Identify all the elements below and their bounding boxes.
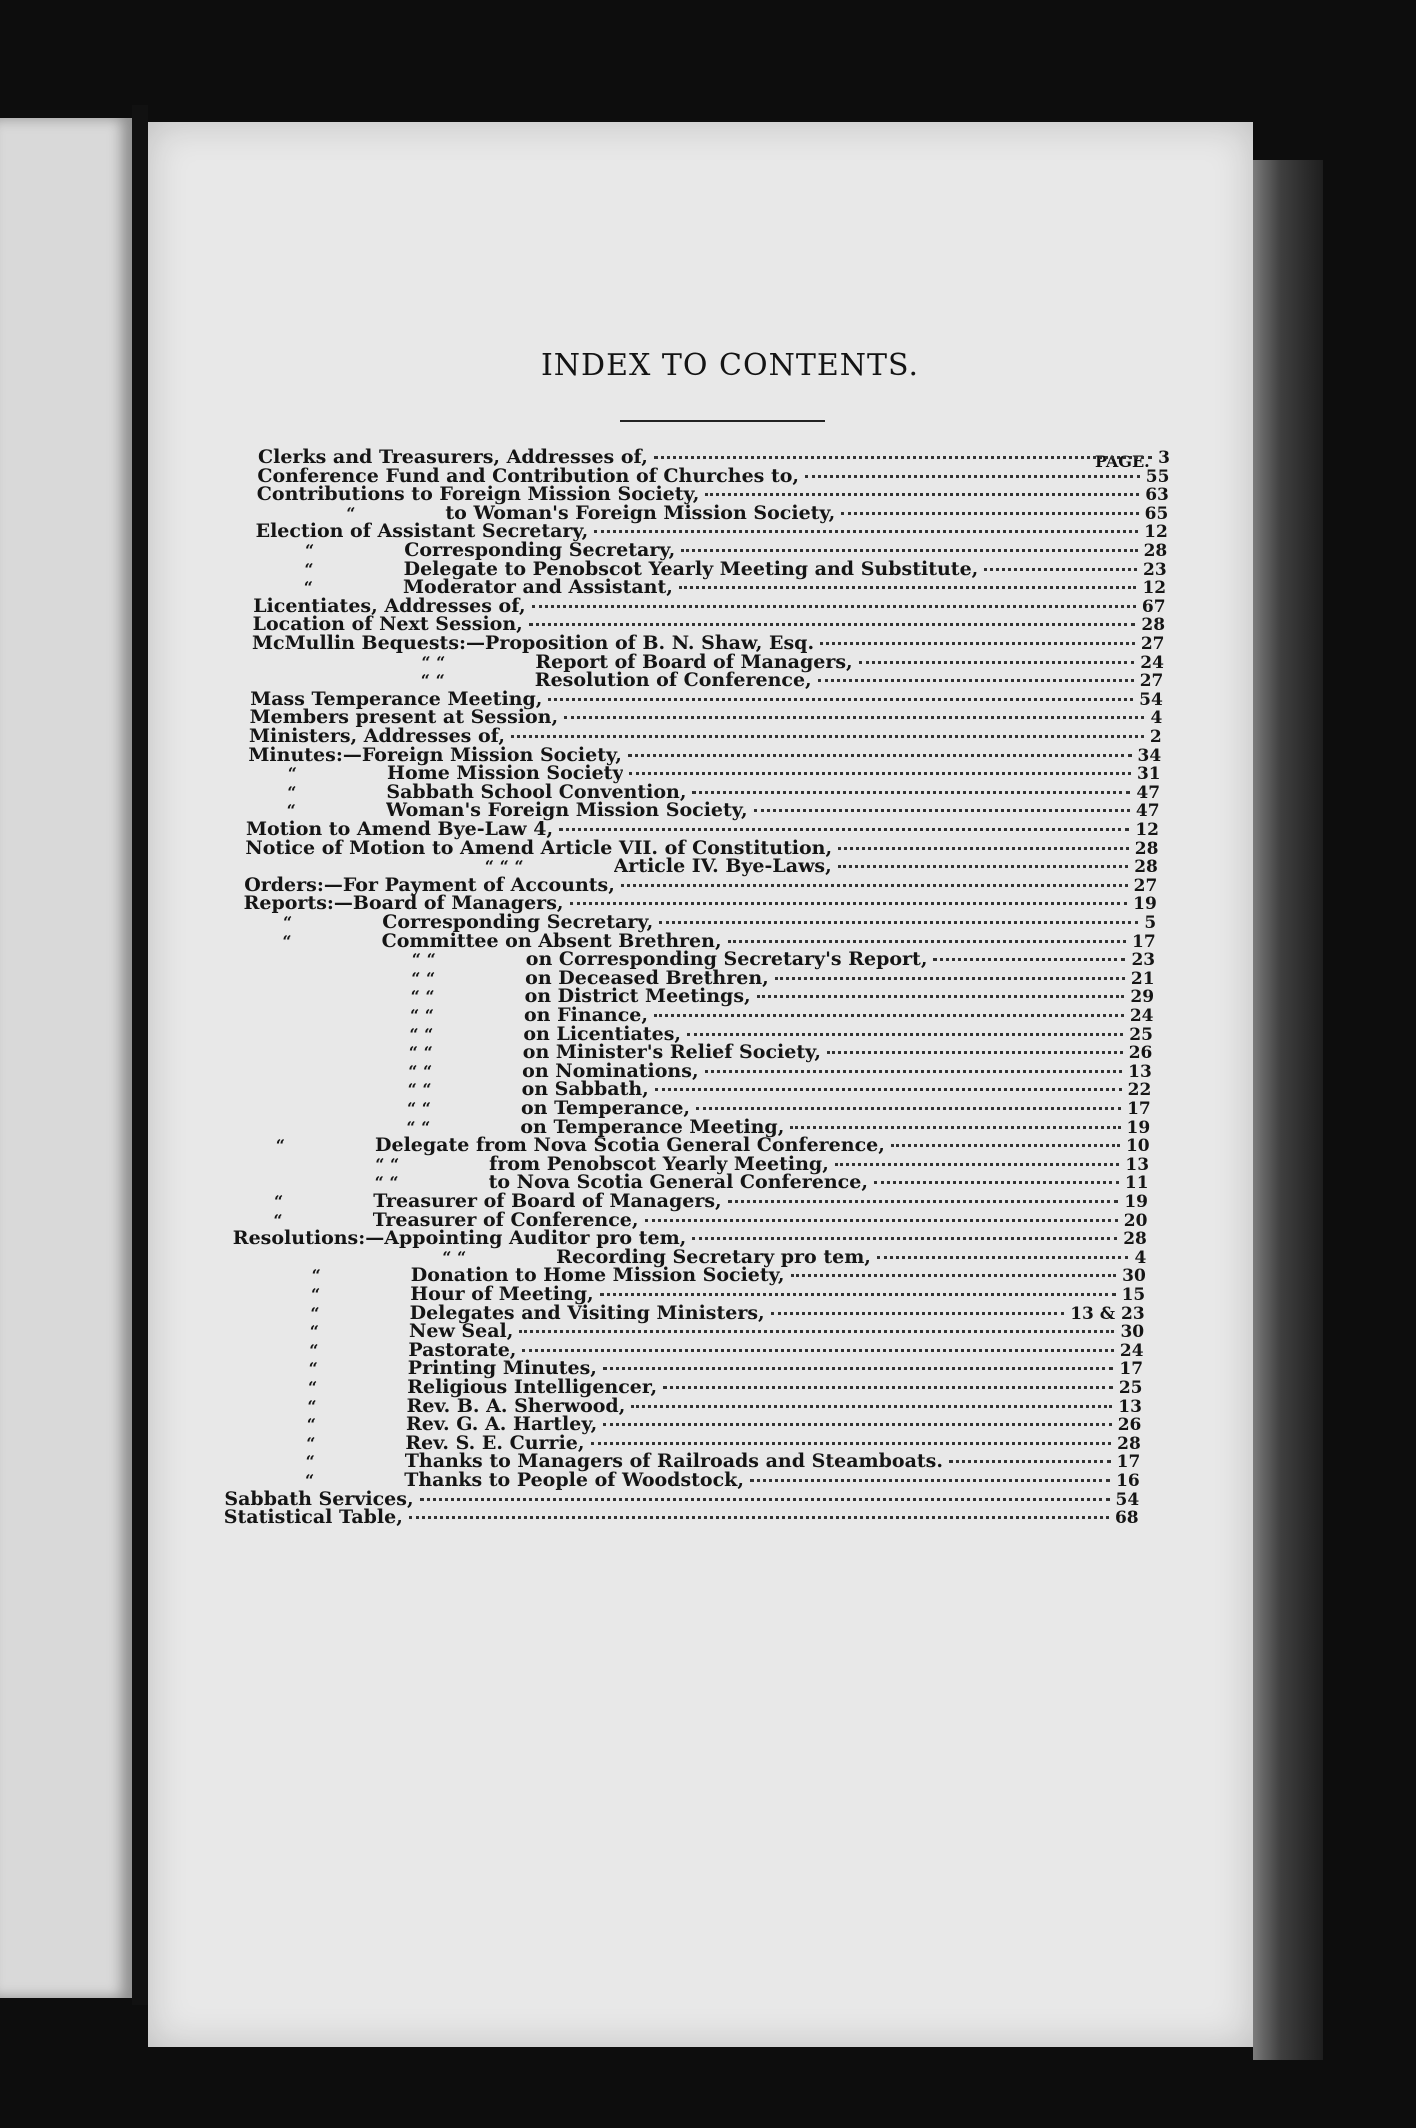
dot-leader — [628, 754, 1132, 757]
dot-leader — [827, 1051, 1123, 1054]
toc-entry-page: 28 — [1143, 541, 1168, 561]
dot-leader — [679, 586, 1137, 589]
dot-leader — [696, 1107, 1121, 1110]
dot-leader — [654, 456, 1152, 459]
toc-entry-label: Religious Intelligencer, — [407, 1376, 658, 1398]
dot-leader — [949, 1460, 1111, 1463]
toc-entry-page: 5 — [1144, 913, 1157, 933]
dot-leader — [771, 1312, 1065, 1315]
dot-leader — [692, 1237, 1117, 1240]
toc-entry-label: Sabbath Services, — [224, 1487, 414, 1510]
toc-entry-label: Corresponding Secretary, — [382, 911, 654, 933]
toc-entry-label: Mass Temperance Meeting, — [250, 687, 543, 710]
toc-entry-label: Notice of Motion to Amend Article VII. of Constitution, — [245, 836, 833, 859]
toc-entry-page: 54 — [1139, 689, 1163, 710]
toc-entry-page: 24 — [1129, 1006, 1154, 1026]
dot-leader — [757, 995, 1125, 998]
dot-leader — [791, 1274, 1117, 1277]
toc-entry-page: 28 — [1141, 615, 1166, 636]
dot-leader — [591, 1442, 1112, 1445]
ditto-mark: “ “ — [407, 1080, 432, 1100]
dot-leader — [594, 530, 1138, 533]
toc-entry-page: 63 — [1145, 485, 1169, 506]
toc-entry-page: 4 — [1134, 1247, 1147, 1268]
toc-entry-label: Rev. S. E. Currie, — [405, 1431, 585, 1454]
dot-leader — [659, 921, 1138, 924]
toc-entry-label: on Temperance, — [520, 1097, 691, 1119]
dot-leader — [532, 605, 1136, 608]
ditto-mark: “ “ — [442, 1247, 467, 1267]
ditto-mark: “ — [305, 1471, 315, 1490]
dot-leader — [570, 902, 1128, 905]
dot-leader — [409, 1516, 1109, 1519]
ditto-mark: “ — [304, 559, 314, 579]
toc-entry-label: Minutes:—Foreign Mission Society, — [248, 743, 622, 766]
toc-entry-label: Members present at Session, — [249, 706, 559, 729]
toc-entry-page: 28 — [1134, 857, 1158, 878]
dot-leader — [548, 698, 1133, 701]
toc-entry-page: 17 — [1119, 1359, 1144, 1380]
dot-leader — [663, 1386, 1113, 1389]
dot-leader — [728, 940, 1126, 943]
dot-leader — [603, 1367, 1113, 1370]
toc-entry-page: 12 — [1142, 578, 1167, 599]
toc-entry-label: Delegate to Penobscot Yearly Meeting and Substitute, — [403, 557, 979, 580]
dot-leader — [559, 828, 1129, 831]
toc-entry-label: on Deceased Brethren, — [525, 966, 769, 989]
dot-leader — [692, 791, 1130, 794]
toc-entry-label: on Finance, — [523, 1004, 649, 1026]
ditto-mark: “ — [273, 1210, 283, 1230]
dot-leader — [655, 1088, 1122, 1091]
toc-entry-page: 2 — [1149, 727, 1162, 747]
ditto-mark: “ “ — [406, 1117, 431, 1137]
toc-entry-label: Reports:—Board of Managers, — [243, 892, 564, 915]
toc-entry-page: 20 — [1123, 1210, 1148, 1231]
dot-leader — [805, 475, 1140, 478]
toc-entry-page: 29 — [1130, 987, 1155, 1008]
ditto-mark: “ “ — [409, 1024, 434, 1044]
toc-entry-label: Location of Next Session, — [252, 613, 523, 636]
toc-entry-page: 23 — [1143, 559, 1167, 580]
toc-entry-label: Resolution of Conference, — [534, 669, 812, 692]
toc-entry-page: 19 — [1133, 894, 1157, 915]
dot-leader — [645, 1219, 1118, 1222]
toc-entry-page: 47 — [1136, 782, 1161, 803]
toc-entry-label: Clerks and Treasurers, Addresses of, — [258, 446, 648, 468]
toc-entry-label: from Penobscot Yearly Meeting, — [489, 1152, 829, 1175]
dot-leader — [838, 865, 1128, 868]
ditto-mark: “ “ — [420, 671, 445, 691]
dot-leader — [564, 716, 1144, 719]
toc-entry-label: Rev. B. A. Sherwood, — [406, 1394, 626, 1417]
dot-leader — [511, 735, 1144, 738]
ditto-mark: “ “ “ — [484, 857, 524, 877]
toc-entry-page: 17 — [1116, 1452, 1141, 1473]
toc-entry-page: 22 — [1127, 1080, 1152, 1101]
toc-entry-label: Motion to Amend Bye-Law 4, — [246, 818, 554, 840]
toc-entry-page: 28 — [1123, 1229, 1147, 1250]
toc-entry-page: 24 — [1140, 652, 1164, 673]
toc-entry-label: Printing Minutes, — [407, 1357, 597, 1380]
toc-entry-page: 24 — [1119, 1340, 1144, 1361]
dot-leader — [621, 884, 1128, 887]
dot-leader — [603, 1423, 1112, 1426]
dot-leader — [841, 512, 1138, 515]
ditto-mark: “ — [282, 931, 292, 951]
ditto-mark: “ — [307, 1396, 317, 1416]
ditto-mark: “ — [309, 1322, 319, 1342]
toc-entry-page: 10 — [1125, 1136, 1150, 1157]
toc-entry-label: Thanks to Managers of Railroads and Steamboats. — [404, 1450, 943, 1473]
page-title: INDEX TO CONTENTS. — [540, 348, 920, 383]
toc-entry-label: on Nominations, — [522, 1059, 699, 1082]
toc-entry-label: Report of Board of Managers, — [535, 650, 853, 673]
toc-entry-label: Orders:—For Payment of Accounts, — [244, 873, 615, 896]
toc-entry-label: Sabbath School Convention, — [386, 780, 687, 803]
toc-entry-page: 25 — [1118, 1378, 1143, 1398]
toc-entry-page: 15 — [1121, 1285, 1146, 1305]
dot-leader — [629, 772, 1130, 775]
ditto-mark: “ — [287, 782, 297, 802]
toc-entry-label: Woman's Foreign Mission Society, — [385, 799, 748, 822]
toc-entry-label: Donation to Home Mission Society, — [410, 1264, 785, 1287]
toc-entry-page: 68 — [1114, 1508, 1139, 1529]
dot-leader — [522, 1349, 1113, 1352]
toc-entry-page: 27 — [1139, 671, 1164, 692]
toc-entry-label: on District Meetings, — [524, 985, 751, 1008]
toc-entry-label: Contributions to Foreign Mission Society, — [256, 483, 700, 506]
ditto-mark: “ — [306, 1433, 316, 1453]
toc-entry-label: Corresponding Secretary, — [404, 539, 676, 561]
dot-leader — [681, 549, 1137, 552]
toc-entry-label: Delegates and Visiting Ministers, — [409, 1301, 765, 1324]
toc-entry-label: Rev. G. A. Hartley, — [406, 1413, 598, 1436]
dot-leader — [984, 568, 1137, 571]
ditto-mark: “ “ — [407, 1099, 431, 1118]
toc-entry-page: 12 — [1135, 820, 1159, 840]
toc-entry-page: 27 — [1133, 875, 1158, 896]
toc-entry-label: on Minister's Relief Society, — [522, 1041, 821, 1064]
dot-leader — [728, 1200, 1119, 1203]
toc-entry-page: 13 — [1125, 1154, 1150, 1175]
dot-leader — [775, 977, 1125, 980]
toc-entry-label: on Temperance Meeting, — [520, 1115, 785, 1138]
ditto-mark: “ “ — [410, 1006, 434, 1025]
ditto-mark: “ “ — [408, 1043, 433, 1063]
toc-entry-page: 25 — [1129, 1024, 1153, 1045]
dot-leader — [600, 1293, 1116, 1296]
dot-leader — [874, 1181, 1119, 1184]
ditto-mark: “ — [286, 801, 296, 821]
dot-leader — [529, 623, 1136, 626]
ditto-mark: “ — [306, 1415, 316, 1435]
dot-leader — [631, 1405, 1112, 1408]
toc-entry-page: 3 — [1158, 448, 1170, 468]
toc-entry-page: 21 — [1130, 968, 1155, 989]
ditto-mark: “ — [303, 578, 313, 598]
toc-entry-page: 13 & 23 — [1070, 1303, 1145, 1324]
toc-entry-label: Moderator and Assistant, — [403, 576, 673, 599]
toc-entry-page: 28 — [1117, 1433, 1141, 1454]
dot-leader — [891, 1144, 1120, 1147]
toc-entry-page: 17 — [1132, 931, 1156, 952]
toc-entry-page: 65 — [1144, 503, 1169, 524]
toc-entry-label: to Nova Scotia General Conference, — [488, 1171, 868, 1194]
toc-entry-page: 26 — [1128, 1043, 1153, 1064]
toc-entry-label: Election of Assistant Secretary, — [255, 520, 589, 543]
ditto-mark: “ — [310, 1303, 320, 1323]
toc-entry-page: 19 — [1126, 1117, 1151, 1138]
ditto-mark: “ — [309, 1340, 319, 1360]
ditto-mark: “ — [311, 1285, 321, 1304]
toc-entry-page: 55 — [1145, 466, 1170, 487]
dot-leader — [820, 642, 1135, 645]
dot-leader — [420, 1498, 1110, 1501]
toc-entry-page: 16 — [1116, 1471, 1140, 1491]
toc-entry-label: Thanks to People of Woodstock, — [404, 1469, 744, 1491]
toc-entry-label: Pastorate, — [408, 1338, 517, 1361]
dot-leader — [519, 1330, 1114, 1333]
toc-entry-label: Licentiates, Addresses of, — [253, 594, 526, 617]
toc-entry-label: Treasurer of Board of Managers, — [373, 1190, 722, 1212]
ditto-mark: “ — [283, 913, 293, 932]
toc-entry-page: 19 — [1124, 1192, 1148, 1212]
toc-entry-label: on Corresponding Secretary's Report, — [525, 948, 928, 971]
ditto-mark: “ — [311, 1266, 321, 1286]
toc-entry-page: 17 — [1127, 1099, 1151, 1119]
ditto-mark: “ — [305, 541, 315, 560]
toc-entry-label: Hour of Meeting, — [410, 1283, 594, 1305]
ditto-mark: “ “ — [410, 987, 435, 1007]
toc-entry-label: Resolutions:—Appointing Auditor pro tem, — [232, 1227, 687, 1250]
ditto-mark: “ — [308, 1378, 318, 1397]
toc-entry-label: Conference Fund and Contribution of Churches to, — [257, 464, 800, 487]
ditto-mark: “ “ — [374, 1173, 399, 1193]
toc-entry — [224, 1506, 1139, 1528]
toc-entry-label: Article IV. Bye-Laws, — [613, 855, 832, 878]
toc-entry-page: 13 — [1118, 1396, 1142, 1417]
toc-entry-page: 28 — [1134, 838, 1159, 859]
toc-entry-label: Statistical Table, — [223, 1506, 403, 1529]
toc-entry-page: 34 — [1137, 745, 1162, 766]
dot-leader — [859, 661, 1135, 664]
ditto-mark: “ “ — [421, 652, 446, 672]
toc-entry-label: Ministers, Addresses of, — [249, 725, 506, 747]
dot-leader — [687, 1033, 1123, 1036]
toc-entry-label: to Woman's Foreign Mission Society, — [445, 501, 836, 524]
ditto-mark: “ — [287, 764, 297, 784]
page-column-header: PAGE. — [1095, 452, 1150, 471]
toc-entry-page: 12 — [1144, 522, 1168, 543]
toc-entry-label: McMullin Bequests:—Proposition of B. N. Shaw, Esq. — [252, 632, 815, 654]
toc-entry-page: 4 — [1150, 708, 1163, 729]
toc-entry-label: Committee on Absent Brethren, — [381, 929, 722, 952]
toc-entry-page: 11 — [1124, 1173, 1149, 1194]
dot-leader — [654, 1014, 1124, 1017]
dot-leader — [754, 809, 1130, 812]
dot-leader — [838, 847, 1129, 850]
toc-entry-page: 31 — [1136, 764, 1161, 785]
ditto-mark: “ — [346, 503, 356, 523]
ditto-mark: “ — [275, 1136, 285, 1156]
toc-entry-page: 30 — [1120, 1322, 1145, 1343]
dot-leader — [877, 1256, 1129, 1259]
toc-entry-label: Recording Secretary pro tem, — [556, 1245, 871, 1268]
dot-leader — [750, 1479, 1110, 1482]
toc-entry-page: 30 — [1122, 1266, 1146, 1287]
dot-leader — [790, 1126, 1120, 1129]
ditto-mark: “ “ — [375, 1154, 400, 1174]
toc-entry-page: 67 — [1141, 596, 1166, 617]
toc-entry-label: Home Mission Society — [387, 762, 624, 785]
toc-entry-label: New Seal, — [409, 1320, 514, 1343]
dot-leader — [835, 1163, 1120, 1166]
dot-leader — [818, 679, 1134, 682]
toc-entry-label: Delegate from Nova Scotia General Conference, — [375, 1134, 885, 1157]
ditto-mark: “ “ — [411, 968, 436, 988]
ditto-mark: “ — [308, 1359, 318, 1379]
toc-entry-page: 54 — [1115, 1489, 1140, 1510]
ditto-mark: “ “ — [408, 1061, 433, 1081]
dot-leader — [705, 1070, 1123, 1073]
toc-entry-page: 13 — [1128, 1061, 1152, 1082]
ditto-mark: “ — [274, 1192, 284, 1211]
dot-leader — [705, 493, 1139, 496]
toc-entry-page: 26 — [1117, 1415, 1142, 1436]
toc-entry-label: Treasurer of Conference, — [372, 1208, 639, 1231]
toc-entry-page: 47 — [1135, 801, 1160, 822]
toc-entry-label: on Sabbath, — [521, 1078, 649, 1101]
dot-leader — [933, 958, 1125, 961]
ditto-mark: “ — [305, 1452, 315, 1472]
ditto-mark: “ “ — [411, 950, 436, 970]
toc-entry-label: on Licentiates, — [523, 1022, 682, 1045]
toc-entry-page: 27 — [1140, 634, 1165, 654]
toc-entry-page: 23 — [1131, 950, 1156, 971]
